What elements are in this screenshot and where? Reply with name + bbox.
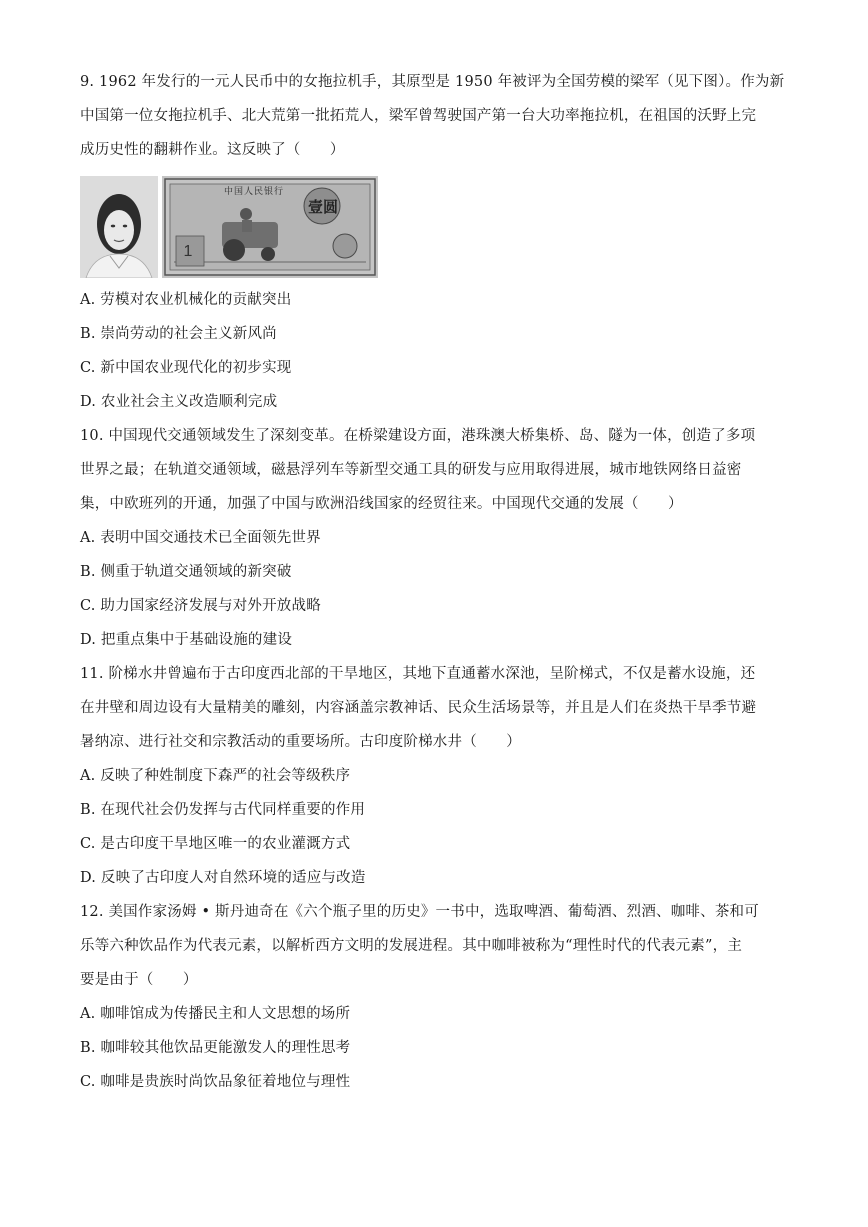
q11-stem-line-2: 在井壁和周边设有大量精美的雕刻，内容涵盖宗教神话、民众生活场景等，并且是人们在炎热干旱季节避 xyxy=(80,700,757,716)
q10-option-c[interactable]: C. 助力国家经济发展与对外开放战略 xyxy=(80,598,321,614)
one-yuan-banknote xyxy=(162,176,378,278)
q12-option-c[interactable]: C. 咖啡是贵族时尚饮品象征着地位与理性 xyxy=(80,1074,351,1090)
q12-option-a[interactable]: A. 咖啡馆成为传播民主和人文思想的场所 xyxy=(80,1006,351,1022)
banknote-value-text: 壹圆 xyxy=(308,198,339,216)
q11-option-a[interactable]: A. 反映了种姓制度下森严的社会等级秩序 xyxy=(80,768,351,784)
q9-stem-line-3: 成历史性的翻耕作业。这反映了（ ） xyxy=(80,142,345,158)
q10-option-b[interactable]: B. 侧重于轨道交通领域的新突破 xyxy=(80,564,292,580)
q11-option-c[interactable]: C. 是古印度干旱地区唯一的农业灌溉方式 xyxy=(80,836,351,852)
q12-stem-line-1: 12. 美国作家汤姆 • 斯丹迪奇在《六个瓶子里的历史》一书中，选取啤酒、葡萄酒、烈酒、咖啡、茶和可 xyxy=(80,904,759,920)
q9-option-a[interactable]: A. 劳模对农业机械化的贡献突出 xyxy=(80,292,292,308)
q10-stem-line-2: 世界之最；在轨道交通领域，磁悬浮列车等新型交通工具的研发与应用取得进展，城市地铁网络日益密 xyxy=(80,462,742,478)
q11-stem-line-1: 11. 阶梯水井曾遍布于古印度西北部的干旱地区，其地下直通蓄水深池，呈阶梯式，不仅是蓄水设施，还 xyxy=(80,666,756,682)
banknote-header-text: 中国人民银行 xyxy=(224,187,285,197)
q11-option-b[interactable]: B. 在现代社会仍发挥与古代同样重要的作用 xyxy=(80,802,366,818)
q10-stem-line-3: 集，中欧班列的开通，加强了中国与欧洲沿线国家的经贸往来。中国现代交通的发展（ ） xyxy=(80,496,683,512)
svg-text:1: 1 xyxy=(183,243,193,260)
q12-stem-line-2: 乐等六种饮品作为代表元素，以解析西方文明的发展进程。其中咖啡被称为“理性时代的代表元素”，主 xyxy=(80,938,743,954)
q9-figure xyxy=(80,176,378,278)
portrait-photo xyxy=(80,176,158,278)
q10-stem-line-1: 10. 中国现代交通领域发生了深刻变革。在桥梁建设方面，港珠澳大桥集桥、岛、隧为一体，创造了多项 xyxy=(80,428,756,444)
q9-option-c[interactable]: C. 新中国农业现代化的初步实现 xyxy=(80,360,292,376)
q10-option-a[interactable]: A. 表明中国交通技术已全面领先世界 xyxy=(80,530,321,546)
q12-stem-line-3: 要是由于（ ） xyxy=(80,972,198,988)
q9-stem-line-2: 中国第一位女拖拉机手、北大荒第一批拓荒人，梁军曾驾驶国产第一台大功率拖拉机，在祖国的沃野上完 xyxy=(80,108,757,124)
q11-stem-line-3: 暑纳凉、进行社交和宗教活动的重要场所。古印度阶梯水井（ ） xyxy=(80,734,521,750)
q10-option-d[interactable]: D. 把重点集中于基础设施的建设 xyxy=(80,632,293,648)
q9-stem-line-1: 9. 1962 年发行的一元人民币中的女拖拉机手，其原型是 1950 年被评为全国劳模的梁军（见下图）。作为新 xyxy=(80,74,785,90)
q11-option-d[interactable]: D. 反映了古印度人对自然环境的适应与改造 xyxy=(80,870,366,886)
q9-option-b[interactable]: B. 崇尚劳动的社会主义新风尚 xyxy=(80,326,277,342)
q9-option-d[interactable]: D. 农业社会主义改造顺利完成 xyxy=(80,394,278,410)
q12-option-b[interactable]: B. 咖啡较其他饮品更能激发人的理性思考 xyxy=(80,1040,351,1056)
